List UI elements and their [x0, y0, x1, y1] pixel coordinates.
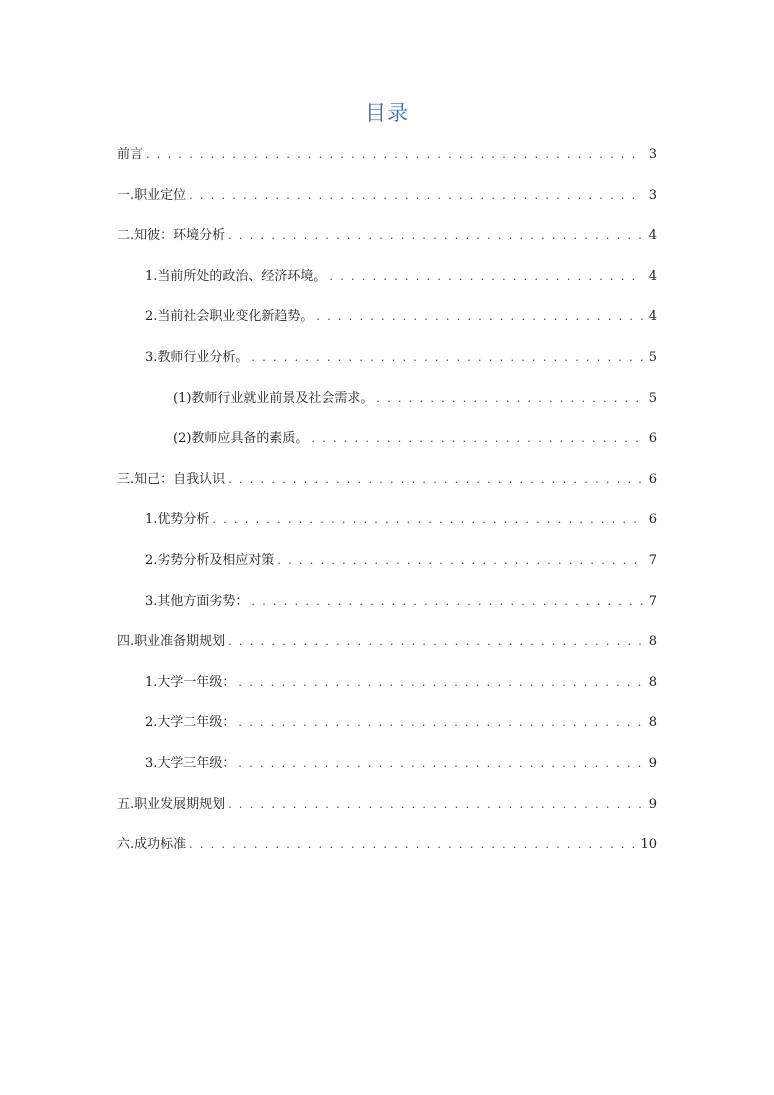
- toc-dot-leader: [146, 144, 643, 166]
- toc-entry[interactable]: [117, 428, 657, 469]
- toc-dot-leader: [228, 469, 643, 491]
- toc-entry[interactable]: [117, 306, 657, 347]
- toc-entry-page-number: 4: [648, 268, 657, 284]
- toc-entry-label: 2.劣势分析及相应对策: [145, 552, 275, 568]
- toc-entry-label: 六.成功标准: [117, 837, 187, 853]
- toc-entry[interactable]: [117, 185, 657, 226]
- toc-entry-page-number: 4: [648, 228, 657, 244]
- toc-entry[interactable]: [117, 794, 657, 835]
- toc-entry-label: 三.知己：自我认识: [117, 471, 226, 487]
- toc-entry-page-number: 6: [648, 431, 657, 447]
- toc-entry-label: 2.大学二年级：: [145, 715, 236, 731]
- toc-entry-label: (1)教师行业就业前景及社会需求。: [173, 390, 374, 406]
- toc-dot-leader: [189, 185, 643, 207]
- toc-entry[interactable]: [117, 509, 657, 550]
- toc-dot-leader: [316, 306, 643, 328]
- toc-dot-leader: [228, 631, 643, 653]
- toc-entry-page-number: 4: [648, 309, 657, 325]
- toc-entry-label: 3.其他方面劣势：: [145, 593, 249, 609]
- toc-entry-page-number: 3: [648, 187, 657, 203]
- toc-entry[interactable]: [117, 225, 657, 266]
- toc-entry[interactable]: [117, 672, 657, 713]
- toc-entry-page-number: 7: [648, 593, 657, 609]
- toc-entry-label: (2)教师应具备的素质。: [173, 431, 309, 447]
- toc-entry-label: 1.优势分析: [145, 512, 210, 528]
- toc-entry[interactable]: [117, 631, 657, 672]
- toc-entry[interactable]: [117, 144, 657, 185]
- toc-dot-leader: [329, 266, 643, 288]
- toc-entry-page-number: 6: [648, 512, 657, 528]
- toc-dot-leader: [212, 509, 643, 531]
- toc-entry-page-number: 5: [648, 390, 657, 406]
- toc-entry-page-number: 10: [640, 837, 657, 853]
- toc-entry-label: 1.大学一年级：: [145, 674, 236, 690]
- toc-entry[interactable]: [117, 469, 657, 510]
- toc-dot-leader: [376, 388, 643, 410]
- toc-entry-page-number: 9: [648, 796, 657, 812]
- toc-entry-label: 前言: [117, 147, 144, 162]
- toc-dot-leader: [277, 550, 643, 572]
- toc-entry[interactable]: [117, 591, 657, 632]
- toc-entry[interactable]: [117, 753, 657, 794]
- toc-entry-page-number: 8: [648, 634, 657, 650]
- toc-entry-page-number: 8: [648, 674, 657, 690]
- toc-entry[interactable]: [117, 712, 657, 753]
- toc-entry[interactable]: [117, 550, 657, 591]
- toc-dot-leader: [238, 712, 643, 734]
- toc-dot-leader: [251, 591, 643, 613]
- toc-entry-label: 一.职业定位: [117, 187, 187, 203]
- toc-entry-page-number: 9: [648, 755, 657, 771]
- toc-dot-leader: [238, 672, 643, 694]
- toc-title: 目录: [365, 101, 409, 125]
- toc-entry-label: 1.当前所处的政治、经济环境。: [145, 268, 327, 284]
- toc-entry-page-number: 6: [648, 471, 657, 487]
- toc-dot-leader: [228, 794, 643, 816]
- toc-entry[interactable]: [117, 834, 657, 875]
- toc-entry-label: 2.当前社会职业变化新趋势。: [145, 309, 314, 325]
- toc-entry-label: 3.教师行业分析。: [145, 349, 249, 365]
- toc-entry-label: 3.大学三年级：: [145, 755, 236, 771]
- toc-entry-page-number: 3: [648, 147, 657, 162]
- toc-entry-page-number: 8: [648, 715, 657, 731]
- toc-dot-leader: [238, 753, 643, 775]
- toc-list: [117, 144, 657, 875]
- toc-entry[interactable]: [117, 388, 657, 429]
- toc-dot-leader: [228, 225, 643, 247]
- toc-entry[interactable]: [117, 266, 657, 307]
- toc-entry-label: 五.职业发展期规划: [117, 796, 226, 812]
- toc-dot-leader: [189, 834, 636, 856]
- toc-entry[interactable]: [117, 347, 657, 388]
- toc-dot-leader: [311, 428, 643, 450]
- toc-entry-page-number: 7: [648, 552, 657, 568]
- toc-entry-label: 四.职业准备期规划: [117, 634, 226, 650]
- toc-entry-label: 二.知彼：环境分析: [117, 228, 226, 244]
- toc-dot-leader: [251, 347, 643, 369]
- toc-entry-page-number: 5: [648, 349, 657, 365]
